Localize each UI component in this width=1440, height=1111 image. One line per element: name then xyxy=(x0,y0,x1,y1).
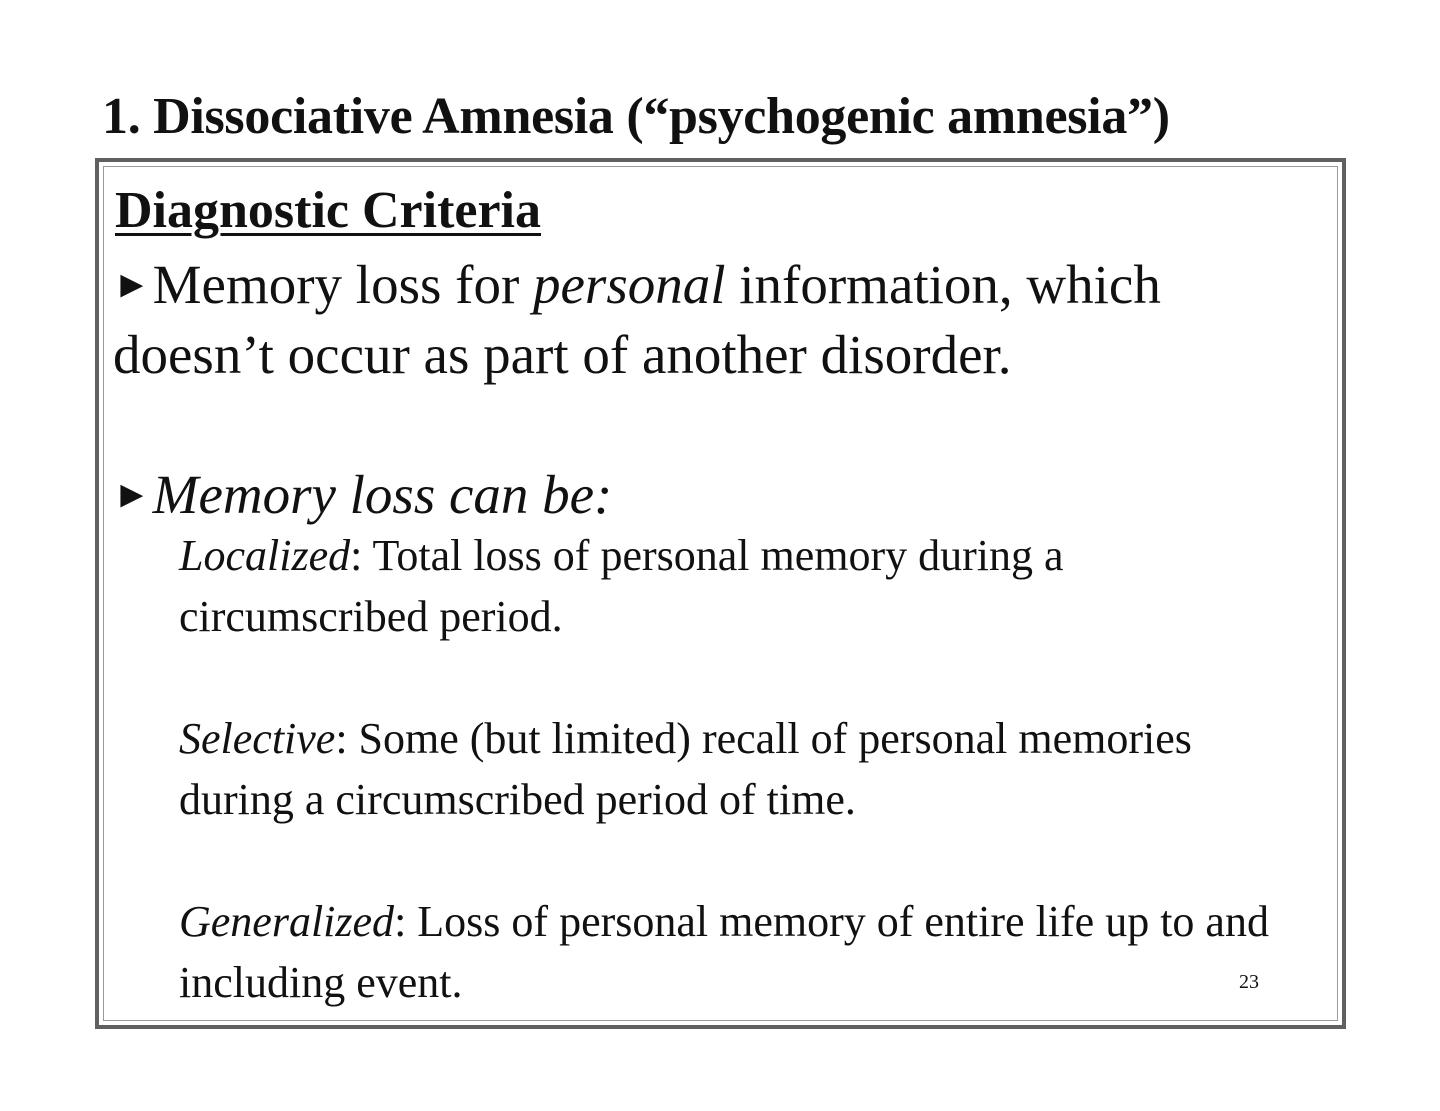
bullet-text-after: information, which doesn’t occur as part of another disorder. xyxy=(113,254,1161,385)
definition-term: Selective xyxy=(179,714,336,763)
definition-text: : Loss of personal memory of entire life up to and including event. xyxy=(179,897,1269,1007)
definition-text: : Total loss of personal memory during a circumscribed period. xyxy=(179,531,1064,641)
definition-selective xyxy=(179,708,1299,830)
box-heading: Diagnostic Criteria xyxy=(115,182,542,239)
slide-number: 23 xyxy=(1239,971,1259,993)
bullet-two-text: Memory loss can be: xyxy=(152,464,613,525)
definition-term: Generalized xyxy=(179,897,395,946)
bullet-arrow-icon: ► xyxy=(113,474,151,516)
bullet-memory-loss-types xyxy=(113,460,612,530)
bullet-memory-loss xyxy=(113,250,1253,390)
definition-text: : Some (but limited) recall of personal memories during a circumscribed period of time. xyxy=(179,714,1192,824)
definition-generalized xyxy=(179,891,1299,1013)
definition-localized xyxy=(179,525,1299,647)
slide-title: 1. Dissociative Amnesia (“psychogenic amnesia”) xyxy=(102,88,1170,145)
bullet-text-before: Memory loss for xyxy=(152,254,534,315)
bullet-arrow-icon: ► xyxy=(113,264,151,306)
diagnostic-criteria-box xyxy=(95,158,1346,1029)
bullet-emphasis: personal xyxy=(533,254,726,315)
definition-term: Localized xyxy=(179,531,351,580)
